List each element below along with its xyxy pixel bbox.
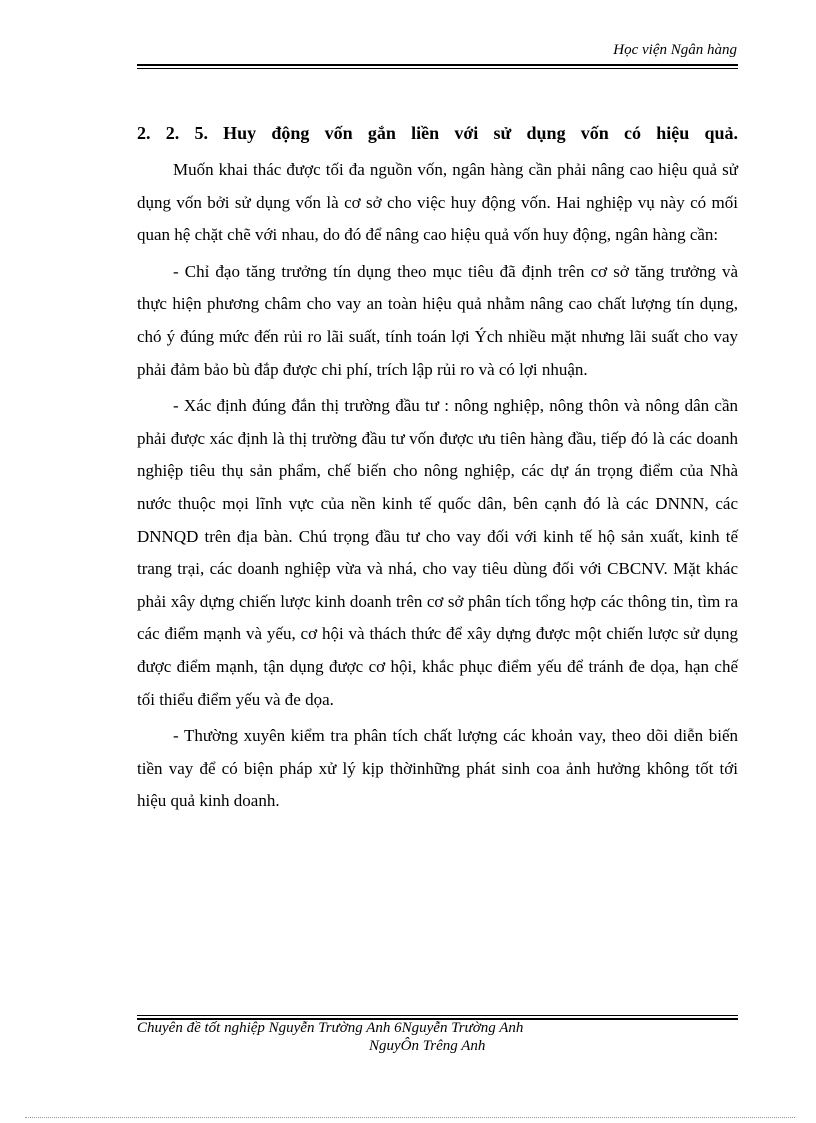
paragraph-investment-market: - Xác định đúng đắn thị trường đầu tư : nông nghiệp, nông thôn và nông dân cần phải được xác định là thị trường đầu tư vốn được ưu tiên hàng đầu, tiếp đó là các doanh nghiệp tiêu thụ sản phẩm, chế biến cho nông nghiệp, các dự án trọng điểm của Nhà nước thuộc mọi lĩnh vực của nền kinh tế quốc dân, bên cạnh đó là các DNNN, các DNNQD trên địa bàn. Chú trọng đầu tư cho vay đối với kinh tế hộ sản xuất, kinh tế trang trại, các doanh nghiệp vừa và nhá, cho vay tiêu dùng đối với CBCNV. Mặt khác phải xây dựng chiến lược kinh doanh trên cơ sở phân tích tổng hợp các thông tin, tìm ra các điểm mạnh và yếu, cơ hội và thách thức để xây dựng được một chiến lược sử dụng được điểm mạnh, tận dụng được cơ hội, khắc phục điểm yếu để tránh đe dọa, hạn chế tối thiểu điểm yếu và đe dọa.	[137, 396, 738, 709]
page-boundary-dotted	[25, 1117, 795, 1118]
section-heading: 2. 2. 5. Huy động vốn gắn liền với sử dụng vốn có hiệu quả.	[137, 123, 738, 143]
paragraph-credit-growth: - Chỉ đạo tăng trưởng tín dụng theo mục tiêu đã định trên cơ sở tăng trưởng và thực hiện phương châm cho vay an toàn hiệu quả nhằm nâng cao chất lượng tín dụng, chó ý đúng mức đến rủi ro lãi suất, tính toán lợi Ých nhiều mặt nhưng lãi suất cho vay phải đảm bảo bù đắp được chi phí, trích lập rủi ro và có lợi nhuận.	[137, 261, 738, 379]
footer-line-1: Chuyên đề tốt nghiệp Nguyễn Trường Anh 6Nguyễn Trường Anh	[137, 1020, 524, 1036]
footer-rule-thin	[137, 1015, 738, 1016]
header-institution: Học viện Ngân hàng	[613, 42, 737, 58]
paragraph-loan-monitoring: - Thường xuyên kiểm tra phân tích chất lượng các khoản vay, theo dõi diễn biến tiền vay để có biện pháp xử lý kịp thờinhững phát sinh coa ảnh hưởng không tốt tới hiệu quả kinh doanh.	[137, 726, 738, 811]
main-content	[137, 118, 738, 818]
header-rule-thin	[137, 68, 738, 69]
footer	[137, 1020, 738, 1055]
footer-line-2: NguyÔn Trêng Anh	[369, 1038, 486, 1054]
header-rule-thick	[137, 64, 738, 66]
paragraph-intro: Muốn khai thác được tối đa nguồn vốn, ngân hàng cần phải nâng cao hiệu quả sử dụng vốn bởi sử dụng vốn là cơ sở cho việc huy động vốn. Hai nghiệp vụ này có mối quan hệ chặt chẽ với nhau, do đó để nâng cao hiệu quả vốn huy động, ngân hàng cần:	[137, 160, 738, 245]
